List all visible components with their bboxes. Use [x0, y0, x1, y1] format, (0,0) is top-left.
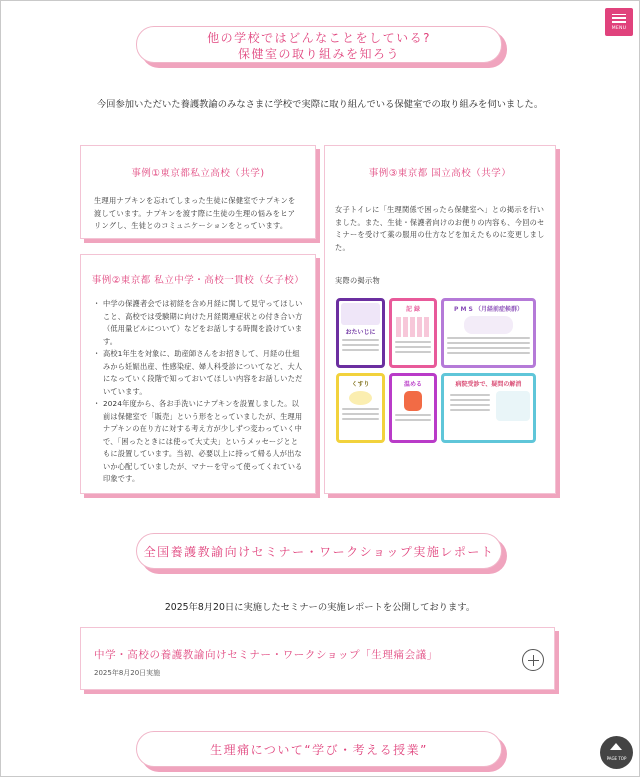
- case-body: 生理用ナプキンを忘れてしまった生徒に保健室でナプキンを渡しています。ナプキンを渡す際に生徒の生理の悩みをヒアリングし、生徒とのコミュニケーションをとっています。: [94, 196, 296, 230]
- hamburger-icon: [612, 14, 626, 23]
- poster-title: くすり: [351, 381, 370, 388]
- seminar-accordion[interactable]: [80, 627, 555, 690]
- section-heading-initiatives: [136, 26, 502, 63]
- poster-image: [441, 373, 536, 443]
- section-heading-line1: 他の学校ではどんなことをしている?: [207, 31, 431, 45]
- case-body: 女子トイレに「生理関係で困ったら保健室へ」との掲示を行いました。また、生徒・保護者向けのお便りの内容も、今回のセミナーを受けて薬の服用の仕方などを加えたものに変更しました。: [335, 205, 545, 252]
- posters-label: 実際の掲示物: [335, 276, 380, 285]
- poster-title: 温める: [403, 381, 422, 388]
- poster-title: 記 録: [405, 306, 421, 313]
- case-title: 事例③東京都 国立高校（共学）: [368, 168, 512, 179]
- case-card-1: [80, 145, 316, 239]
- poster-title: おたいじに: [345, 329, 376, 336]
- poster-image: [389, 298, 437, 368]
- poster-title: P M S （月経前症候群）: [454, 306, 523, 313]
- section-heading-text: 生理痛について“学び・考える授業”: [210, 743, 428, 757]
- poster-image: [336, 298, 385, 368]
- seminar-intro: 2025年8月20日に実施したセミナーの実施レポートを公開しております。: [164, 602, 476, 613]
- section-heading-text: 全国養護教諭向けセミナー・ワークショップ実施レポート: [143, 545, 495, 559]
- section-heading-seminar: [136, 533, 502, 569]
- case-title: 事例②東京都 私立中学・高校一貫校（女子校）: [91, 275, 305, 286]
- expand-plus-icon[interactable]: [522, 649, 544, 671]
- case-list: [95, 298, 305, 486]
- case-card-3: [324, 145, 556, 494]
- menu-label: MENU: [611, 25, 627, 31]
- poster-image: [389, 373, 437, 443]
- poster-title: 病院受診で、疑問の解消: [455, 381, 522, 388]
- page-top-label: PAGE TOP: [606, 756, 627, 761]
- menu-button[interactable]: [605, 8, 633, 36]
- list-item: ・ 2024年度から、各お手洗いにナプキンを設置しました。以前は保健室で「販売」という形をとっていましたが、生理用ナプキンの在り方に対する考え方が少しずつ変わっていく中で、「困ったときには使って大丈夫」というメッセージとともに設置しています。当初、必要以上に持って帰る人が出ないか心配していましたが、マナーを守って使ってくれている印象です。: [95, 398, 305, 486]
- poster-image: [336, 373, 385, 443]
- list-item: ・ 高校1年生を対象に、助産師さんをお招きして、月経の仕組みから妊娠出産、性感染症、婦人科受診についてなど、大人になっていく段階で知っておいてほしい内容をお話しいただいています。: [95, 348, 305, 398]
- accordion-date: 2025年8月20日実施: [94, 669, 161, 677]
- accordion-title: 中学・高校の養護教諭向けセミナー・ワークショップ「生理痛会議」: [94, 649, 438, 661]
- list-item: ・ 中学の保護者会では初経を含め月経に関して見守ってほしいこと、高校では受験期に向けた月経関連症状との付き合い方（低用量ピルについて）などをお話しする時間を設けています。: [95, 298, 305, 348]
- page-top-button[interactable]: [600, 736, 633, 769]
- section-intro: 今回参加いただいた養護教諭のみなさまに学校で実際に取り組んでいる保健室での取り組みを伺いました。: [96, 99, 544, 110]
- arrow-up-icon: [610, 743, 622, 750]
- poster-image: [441, 298, 536, 368]
- section-heading-line2: 保健室の取り組みを知ろう: [237, 47, 400, 61]
- case-card-2: [80, 254, 316, 494]
- section-heading-lesson: [136, 731, 502, 767]
- case-title: 事例①東京都私立高校（共学): [131, 168, 265, 179]
